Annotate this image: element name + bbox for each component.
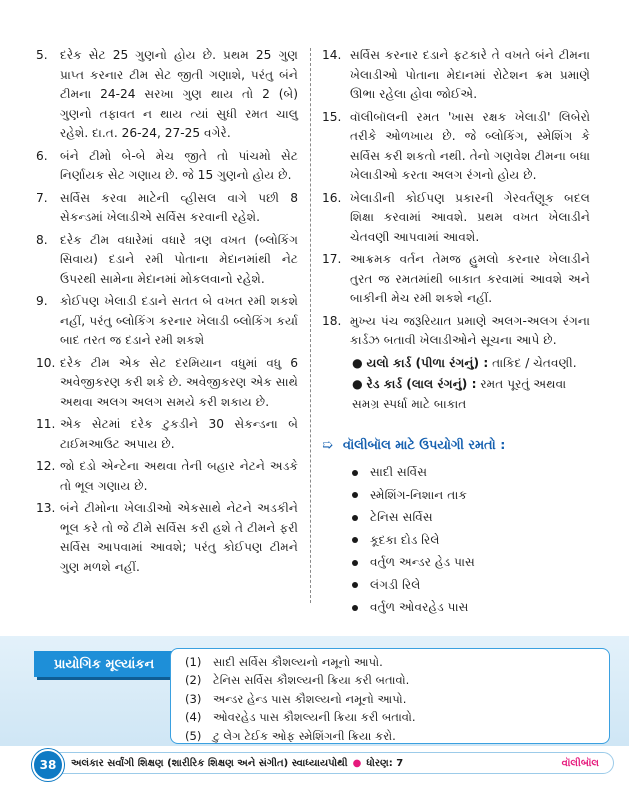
evaluation-item — [171, 690, 609, 708]
list-item — [352, 597, 590, 620]
rule-text: કોઈપણ ખેલાડી દડાને સતત બે વખત રમી શકશે નહીં, પરંતુ બ્લોકિંગ કરનાર ખેલાડી બ્લોકિંગ કર્યા બાદ તરત જ દડાને રમી શકશે — [60, 294, 298, 347]
rule-item — [322, 46, 590, 105]
rule-item — [36, 292, 298, 351]
rule-item — [36, 189, 298, 228]
rule-number: 14. — [322, 48, 342, 62]
rule-text: સર્વિસ કરવા માટેની વ્હીસલ વાગે પછી 8 સેકન્ડમાં ખેલાડીએ સર્વિસ કરવાની રહેશે. — [60, 190, 298, 224]
rule-item — [322, 312, 590, 351]
rule-item — [36, 147, 298, 186]
rule-item — [36, 46, 298, 144]
rule-number: 17. — [322, 252, 342, 266]
rule-number: 6. — [36, 148, 48, 163]
book-title: અલંકાર સર્વાંગી શિક્ષણ (શારીરિક શિક્ષણ અને સંગીત) સ્વાધ્યાયપોથી — [71, 757, 348, 769]
list-item — [352, 507, 590, 530]
useful-games-heading — [322, 436, 590, 456]
rule-item — [36, 354, 298, 413]
rule-text: ખેલાડીની કોઈપણ પ્રકારની ગેરવર્તણૂક બદલ શિક્ષા કરવામાં આવશે. પ્રથમ વખત ખેલાડીને ચેતવણી આપવામાં આવશે. — [350, 190, 590, 244]
heading-text: વૉલીબૉલ માટે ઉપયોગી રમતો : — [342, 438, 506, 453]
evaluation-item — [171, 727, 609, 745]
page-number: 38 — [32, 749, 64, 781]
card-label: યલો કાર્ડ (પીળા રંગનું) : — [366, 355, 489, 370]
rule-number: 7. — [36, 190, 48, 205]
rule-text: દરેક સેટ 25 ગુણનો હોય છે. પ્રથમ 25 ગુણ પ્રાપ્ત કરનાર ટીમ સેટ જીતી ગણાશે, પરંતુ બંને ટીમના 24-24 સરખા ગુણ થાય તો 2 (બે) ગુણનો તફાવત ન થાય ત્યાં સુધી રમત ચાલુ રહેશે. દા.ત. 26-24, 27-25 વગેરે. — [60, 48, 298, 140]
rule-item — [322, 189, 590, 248]
list-item — [352, 484, 590, 507]
evaluation-title: પ્રાયોગિક મૂલ્યાંકન — [34, 651, 174, 677]
list-item-text: લંગડી રિલે — [370, 577, 421, 592]
evaluation-item — [171, 708, 609, 726]
list-item-text: ટેનિસ સર્વિસ — [370, 510, 433, 524]
rule-number: 10. — [36, 355, 56, 370]
rule-text: દરેક ટીમ એક સેટ દરમિયાન વધુમાં વધુ 6 અવેજીકરણ કરી શકે છે. અવેજીકરણ એક સાથે અથવા અલગ અલગ સમયે કરી શકાય છે. — [60, 355, 298, 409]
evaluation-text: ઓવરહેડ પાસ કૌશલ્યની ક્રિયા કરી બતાવો. — [213, 710, 416, 725]
bullet-icon — [352, 470, 358, 476]
rule-text: વૉલીબૉલની રમત 'ખાસ રક્ષક ખેલાડી' લિબેરો તરીકે ઓળખાય છે. જે બ્લોકિંગ, સ્મેશિંગ કે સર્વિસ કરી શકતો નથી. તેનો ગણવેશ ટીમના બધા ખેલાડીઓ કરતા અલગ રંગનો હોય છે. — [350, 109, 590, 182]
left-column — [36, 46, 298, 580]
evaluation-text: અન્ડર હેન્ડ પાસ કૌશલ્યનો નમૂનો આપો. — [213, 691, 407, 706]
rule-text: દરેક ટીમ વધારેમાં વધારે ત્રણ વખત (બ્લોકિંગ સિવાય) દડાને રમી પોતાના મેદાનમાંથી નેટ ઉપરથી સામેના મેદાનમાં મોકલવાનો રહેશે. — [60, 232, 298, 286]
bullet-icon — [352, 582, 358, 588]
arrow-icon: ➯ — [322, 438, 333, 453]
rule-number: 13. — [36, 501, 56, 515]
rule-number: 16. — [322, 190, 342, 205]
evaluation-text: ટેનિસ સર્વિસ કૌશલ્યની ક્રિયા કરી બતાવો. — [213, 673, 410, 688]
rule-text: એક સેટમાં દરેક ટુકડીને 30 સેકન્ડના બે ટાઈમઆઉટ અપાય છે. — [60, 417, 298, 451]
card-text: રમત પૂરતું અથવા સમગ્ર સ્પર્ધા માટે બાકાત — [352, 377, 567, 411]
rule-text: સર્વિસ કરનાર દડાને ફટકારે તે વખતે બંને ટીમના ખેલાડીઓ પોતાના મેદાનમાં રોટેશન ક્રમ પ્રમાણે ઊભા રહેલા હોવા જોઈએ. — [350, 48, 590, 101]
bullet-icon — [352, 537, 358, 543]
evaluation-number: (2) — [185, 673, 202, 688]
card-label: રેડ કાર્ડ (લાલ રંગનું) : — [366, 377, 477, 391]
evaluation-item — [171, 671, 609, 689]
rule-text: આક્રમક વર્તન તેમજ હુમલો કરનાર ખેલાડીને તુરત જ રમતમાંથી બાકાત કરવામાં આવશે અને બાકીની મેચ રમી શકશે નહીં. — [350, 252, 590, 305]
yellow-card-item: ● યલો કાર્ડ (પીળા રંગનું) : તાકિદ / ચેતવણી. — [352, 355, 577, 370]
list-item — [352, 574, 590, 597]
column-divider — [310, 48, 311, 603]
rule-item — [322, 250, 590, 309]
standard-label: ધોરણ: 7 — [366, 757, 404, 769]
list-item-text: વર્તુળ ઓવરહેડ પાસ — [370, 600, 469, 614]
bullet-icon — [352, 605, 358, 611]
list-item-text: સ્મેશિંગ-નિશાન તાક — [370, 487, 467, 502]
list-item — [352, 529, 590, 552]
rule-item — [322, 108, 590, 186]
rule-number: 5. — [36, 48, 48, 62]
list-item — [352, 552, 590, 575]
rule-item — [36, 457, 298, 496]
list-item — [352, 462, 590, 485]
subject-label: વૉલીબૉલ — [561, 757, 599, 769]
evaluation-box — [170, 648, 610, 744]
rule-number: 9. — [36, 294, 48, 308]
bullet-icon — [352, 560, 358, 566]
rule-text: બંને ટીમોના ખેલાડીઓ એકસાથે નેટને અડકીને ભૂલ કરે તો જે ટીમે સર્વિસ કરી હશે તે ટીમને ફરી સર્વિસ આપવામાં આવશે; પરંતુ કોઈપણ ટીમને ગુણ મળશે નહીં. — [60, 501, 298, 574]
evaluation-number: (3) — [185, 691, 202, 706]
evaluation-number: (4) — [185, 710, 202, 725]
list-item-text: કૂદકા દોડ રિલે — [370, 532, 440, 547]
rule-item — [36, 499, 298, 577]
evaluation-text: સાદી સર્વિસ કૌશલ્યનો નમૂનો આપો. — [213, 655, 383, 669]
rule-text: મુખ્ય પંચ જરૂરિયાત પ્રમાણે અલગ-અલગ રંગના કાર્ડઝ બતાવી ખેલાડીઓને સૂચના આપે છે. — [350, 313, 590, 347]
rule-number: 11. — [36, 417, 56, 431]
page-footer — [36, 752, 614, 774]
bullet-icon — [352, 492, 358, 498]
evaluation-number: (1) — [185, 655, 202, 669]
rule-number: 15. — [322, 109, 342, 124]
list-item-text: વર્તુળ અન્ડર હેડ પાસ — [370, 555, 475, 569]
evaluation-text: ટુ લેગ ટેઈક ઓફ સ્મેશિંગની ક્રિયા કરો. — [213, 728, 396, 743]
red-card-item: ● રેડ કાર્ડ (લાલ રંગનું) : રમત પૂરતું અથવા સમગ્ર સ્પર્ધા માટે બાકાત — [352, 377, 567, 411]
bullet-icon — [352, 515, 358, 521]
rule-item — [36, 415, 298, 454]
card-text: તાકિદ / ચેતવણી. — [492, 355, 577, 370]
rule-text: બંને ટીમો બે-બે મેચ જીતે તો પાંચમો સેટ નિર્ણાયક સેટ ગણાય છે. જે 15 ગુણનો હોય છે. — [60, 148, 298, 182]
evaluation-item — [171, 653, 609, 671]
bullet-icon: ● — [352, 757, 362, 769]
rule-number: 18. — [322, 313, 342, 328]
right-column — [322, 46, 590, 619]
useful-games-list — [352, 462, 590, 620]
rule-number: 8. — [36, 232, 48, 247]
rule-text: જો દડો એન્ટેના અથવા તેની બહાર નેટને અડકે તો ભૂલ ગણાય છે. — [60, 459, 298, 493]
evaluation-number: (5) — [185, 728, 202, 743]
rule-item — [36, 231, 298, 290]
rule-number: 12. — [36, 459, 56, 473]
list-item-text: સાદી સર્વિસ — [370, 465, 428, 479]
